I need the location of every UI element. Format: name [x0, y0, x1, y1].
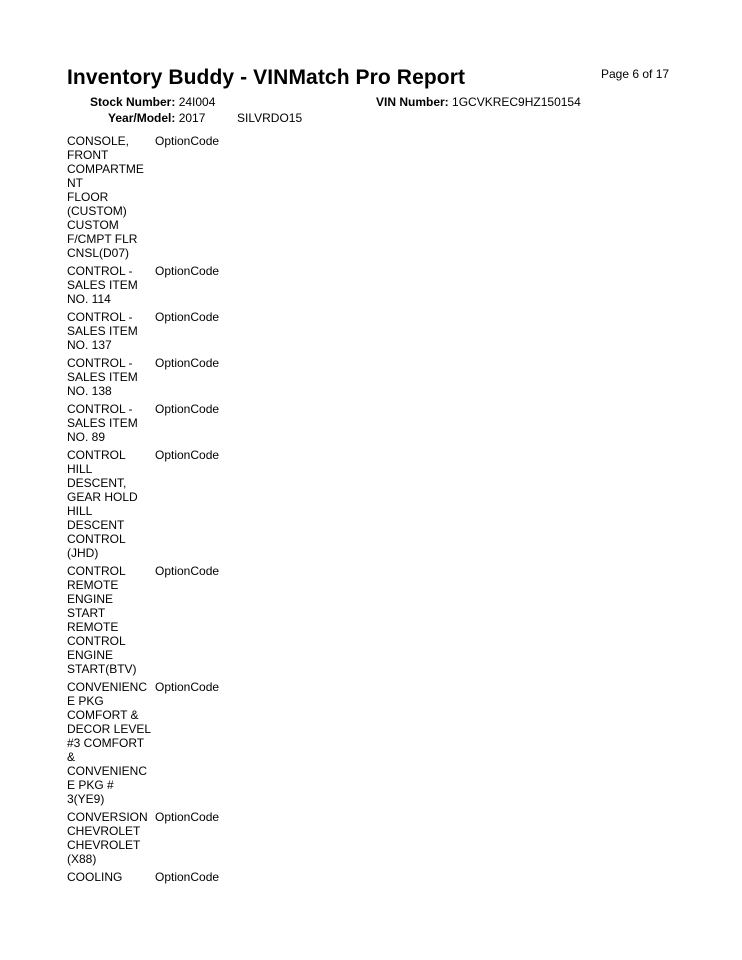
option-description: CONSOLE, FRONT COMPARTME NT FLOOR (CUSTOM) CUSTOM F/CMPT FLR CNSL(D07)	[67, 134, 144, 260]
option-description: CONTROL HILL DESCENT, GEAR HOLD HILL DESCENT CONTROL (JHD)	[67, 448, 138, 560]
option-type: OptionCode	[155, 680, 220, 694]
option-description: CONTROL - SALES ITEM NO. 89	[67, 402, 138, 444]
option-type: OptionCode	[155, 564, 220, 578]
year-model-line	[108, 111, 205, 125]
option-row	[67, 134, 367, 260]
vin-value: 1GCVKREC9HZ150154	[452, 95, 581, 109]
page-number: Page 6 of 17	[601, 67, 670, 81]
year-model-label: Year/Model:	[108, 111, 176, 125]
option-row	[67, 310, 367, 352]
option-description: CONTROL - SALES ITEM NO. 137	[67, 310, 138, 352]
model-value: SILVRDO15	[237, 111, 303, 125]
stock-number-value: 24I004	[178, 95, 216, 109]
option-description: CONTROL - SALES ITEM NO. 138	[67, 356, 138, 398]
option-type: OptionCode	[155, 264, 220, 278]
option-row	[67, 264, 367, 306]
option-description: CONVERSION CHEVROLET CHEVROLET (X88)	[67, 810, 148, 866]
option-row	[67, 448, 367, 560]
option-description: CONVENIENC E PKG COMFORT & DECOR LEVEL #3 COMFORT & CONVENIENC E PKG # 3(YE9)	[67, 680, 152, 806]
option-type: OptionCode	[155, 870, 220, 884]
option-type: OptionCode	[155, 310, 220, 324]
year-value: 2017	[178, 111, 206, 125]
option-type: OptionCode	[155, 134, 220, 148]
option-row	[67, 564, 367, 676]
option-description: COOLING	[67, 870, 123, 884]
option-type: OptionCode	[155, 810, 220, 824]
option-type: OptionCode	[155, 402, 220, 416]
option-row	[67, 870, 367, 884]
option-type: OptionCode	[155, 448, 220, 462]
option-type: OptionCode	[155, 356, 220, 370]
vin-label: VIN Number:	[376, 95, 449, 109]
option-description: CONTROL REMOTE ENGINE START REMOTE CONTROL ENGINE START(BTV)	[67, 564, 137, 676]
option-list	[67, 134, 367, 888]
option-row	[67, 810, 367, 866]
vin-line	[376, 95, 581, 109]
option-description: CONTROL - SALES ITEM NO. 114	[67, 264, 138, 306]
option-row	[67, 680, 367, 806]
option-row	[67, 356, 367, 398]
stock-number-label: Stock Number:	[90, 95, 176, 109]
report-title: Inventory Buddy - VINMatch Pro Report	[67, 66, 466, 89]
option-row	[67, 402, 367, 444]
stock-number-line	[90, 95, 215, 109]
